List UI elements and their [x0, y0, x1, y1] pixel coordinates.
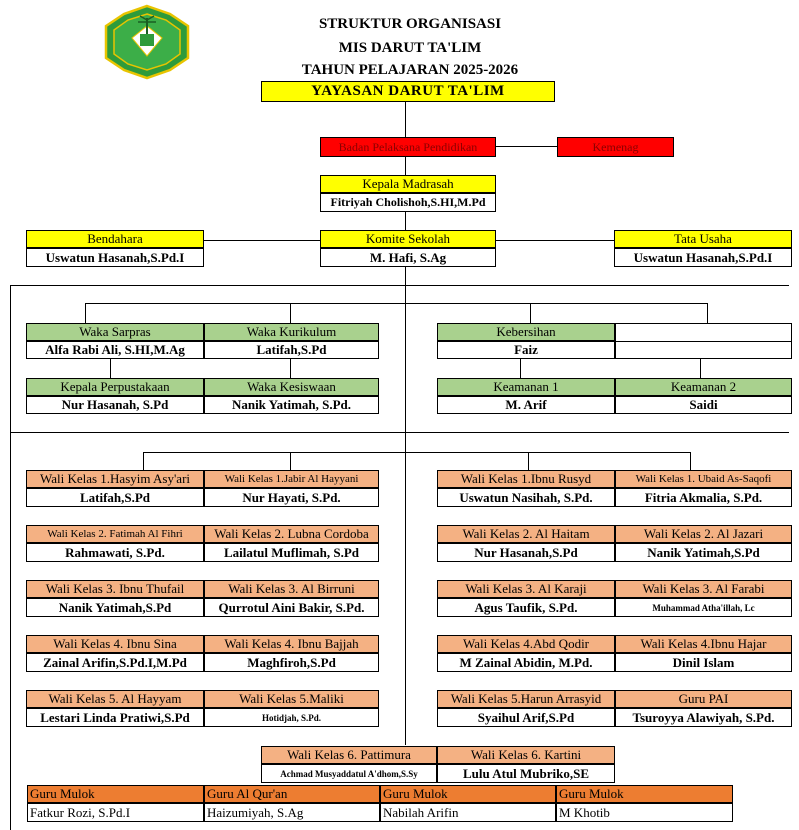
- wali-kelas-label: Wali Kelas 4. Ibnu Sina: [26, 635, 204, 653]
- guru-mulok-name: M Khotib: [556, 803, 733, 822]
- keamanan2-label: Keamanan 2: [615, 378, 792, 396]
- kepala-label: Kepala Madrasah: [320, 175, 496, 193]
- wali-kelas-label: Wali Kelas 4. Ibnu Bajjah: [204, 635, 379, 653]
- wali-kelas-name: Syaihul Arif,S.Pd: [437, 708, 615, 727]
- wali-kelas-name: Lestari Linda Pratiwi,S.Pd: [26, 708, 204, 727]
- wali-kelas-label: Wali Kelas 2. Fatimah Al Fihri: [26, 525, 204, 543]
- guru-mulok-name: Fatkur Rozi, S.Pd.I: [27, 803, 204, 822]
- wali-kelas-label: Wali Kelas 4.Abd Qodir: [437, 635, 615, 653]
- wali-kelas-label: Wali Kelas 4.Ibnu Hajar: [615, 635, 792, 653]
- sarpras-label: Waka Sarpras: [26, 323, 204, 341]
- bendahara-label: Bendahara: [26, 230, 204, 248]
- wali-kelas-label: Wali Kelas 3. Al Karaji: [437, 580, 615, 598]
- wali-kelas-label: Wali Kelas 1.Ibnu Rusyd: [437, 470, 615, 488]
- perpus-label: Kepala Perpustakaan: [26, 378, 204, 396]
- wali-kelas-label: Wali Kelas 2. Lubna Cordoba: [204, 525, 379, 543]
- wali-kelas-name: Muhammad Atha'illah, Lc: [615, 598, 792, 617]
- kemenag-logo-icon: [100, 4, 194, 80]
- wali-kelas-name: Latifah,S.Pd: [26, 488, 204, 507]
- wali-kelas-name: Uswatun Nasihah, S.Pd.: [437, 488, 615, 507]
- guru-mulok-name: Nabilah Arifin: [380, 803, 556, 822]
- wali-kelas-name: Achmad Musyaddatul A'dhom,S.Sy: [261, 764, 437, 783]
- wali-kelas-name: Agus Taufik, S.Pd.: [437, 598, 615, 617]
- wali-kelas-label: Wali Kelas 6. Kartini: [437, 746, 615, 764]
- sarpras-name: Alfa Rabi Ali, S.HI,M.Ag: [26, 341, 204, 359]
- keamanan1-label: Keamanan 1: [437, 378, 615, 396]
- kebersihan-label: Kebersihan: [437, 323, 615, 341]
- wali-kelas-name: Zainal Arifin,S.Pd.I,M.Pd: [26, 653, 204, 672]
- wali-kelas-label: Wali Kelas 5.Harun Arrasyid: [437, 690, 615, 708]
- bendahara-name: Uswatun Hasanah,S.Pd.I: [26, 248, 204, 267]
- guru-mulok-label: Guru Mulok: [27, 785, 204, 803]
- guru-mulok-name: Haizumiyah, S.Ag: [204, 803, 380, 822]
- perpus-name: Nur Hasanah, S.Pd: [26, 396, 204, 414]
- komite-name: M. Hafi, S.Ag: [320, 248, 496, 267]
- kemenag-box: Kemenag: [557, 137, 674, 157]
- foundation-box: YAYASAN DARUT TA'LIM: [261, 81, 555, 102]
- wali-kelas-name: Nur Hasanah,S.Pd: [437, 543, 615, 562]
- kesiswaan-label: Waka Kesiswaan: [204, 378, 379, 396]
- wali-kelas-name: Rahmawati, S.Pd.: [26, 543, 204, 562]
- wali-kelas-label: Wali Kelas 5. Al Hayyam: [26, 690, 204, 708]
- kepala-name: Fitriyah Cholishoh,S.HI,M.Pd: [320, 193, 496, 212]
- kebersihan-name: Faiz: [437, 341, 615, 359]
- guru-mulok-label: Guru Mulok: [380, 785, 556, 803]
- bpp-box: Badan Pelaksana Pendidikan: [320, 137, 496, 157]
- wali-kelas-label: Wali Kelas 1.Jabir Al Hayyani: [204, 470, 379, 488]
- wali-kelas-name: Qurrotul Aini Bakir, S.Pd.: [204, 598, 379, 617]
- wali-kelas-name: Lulu Atul Mubriko,SE: [437, 764, 615, 783]
- wali-kelas-label: Wali Kelas 5.Maliki: [204, 690, 379, 708]
- wali-kelas-label: Wali Kelas 3. Al Farabi: [615, 580, 792, 598]
- kesiswaan-name: Nanik Yatimah, S.Pd.: [204, 396, 379, 414]
- wali-kelas-name: Nur Hayati, S.Pd.: [204, 488, 379, 507]
- wali-kelas-label: Wali Kelas 1.Hasyim Asy'ari: [26, 470, 204, 488]
- academic-year: TAHUN PELAJARAN 2025-2026: [301, 62, 519, 78]
- wali-kelas-label: Guru PAI: [615, 690, 792, 708]
- wali-kelas-label: Wali Kelas 2. Al Jazari: [615, 525, 792, 543]
- kurikulum-name: Latifah,S.Pd: [204, 341, 379, 359]
- wali-kelas-name: Hotidjah, S.Pd.: [204, 708, 379, 727]
- wali-kelas-label: Wali Kelas 1. Ubaid As-Saqofi: [615, 470, 792, 488]
- wali-kelas-name: Lailatul Muflimah, S.Pd: [204, 543, 379, 562]
- guru-mulok-label: Guru Mulok: [556, 785, 733, 803]
- tu-name: Uswatun Hasanah,S.Pd.I: [614, 248, 792, 267]
- wali-kelas-label: Wali Kelas 3. Al Birruni: [204, 580, 379, 598]
- kurikulum-label: Waka Kurikulum: [204, 323, 379, 341]
- wali-kelas-name: Dinil Islam: [615, 653, 792, 672]
- wali-kelas-name: Nanik Yatimah,S.Pd: [615, 543, 792, 562]
- school-name: MIS DARUT TA'LIM: [338, 40, 482, 56]
- wali-kelas-name: Tsuroyya Alawiyah, S.Pd.: [615, 708, 792, 727]
- wali-kelas-label: Wali Kelas 3. Ibnu Thufail: [26, 580, 204, 598]
- wali-kelas-name: Fitria Akmalia, S.Pd.: [615, 488, 792, 507]
- tu-label: Tata Usaha: [614, 230, 792, 248]
- wali-kelas-name: Nanik Yatimah,S.Pd: [26, 598, 204, 617]
- keamanan2-name: Saidi: [615, 396, 792, 414]
- wali-kelas-label: Wali Kelas 6. Pattimura: [261, 746, 437, 764]
- komite-label: Komite Sekolah: [320, 230, 496, 248]
- wali-kelas-label: Wali Kelas 2. Al Haitam: [437, 525, 615, 543]
- wali-kelas-name: Maghfiroh,S.Pd: [204, 653, 379, 672]
- chart-title: STRUKTUR ORGANISASI: [318, 16, 502, 32]
- wali-kelas-name: M Zainal Abidin, M.Pd.: [437, 653, 615, 672]
- guru-mulok-label: Guru Al Qur'an: [204, 785, 380, 803]
- keamanan1-name: M. Arif: [437, 396, 615, 414]
